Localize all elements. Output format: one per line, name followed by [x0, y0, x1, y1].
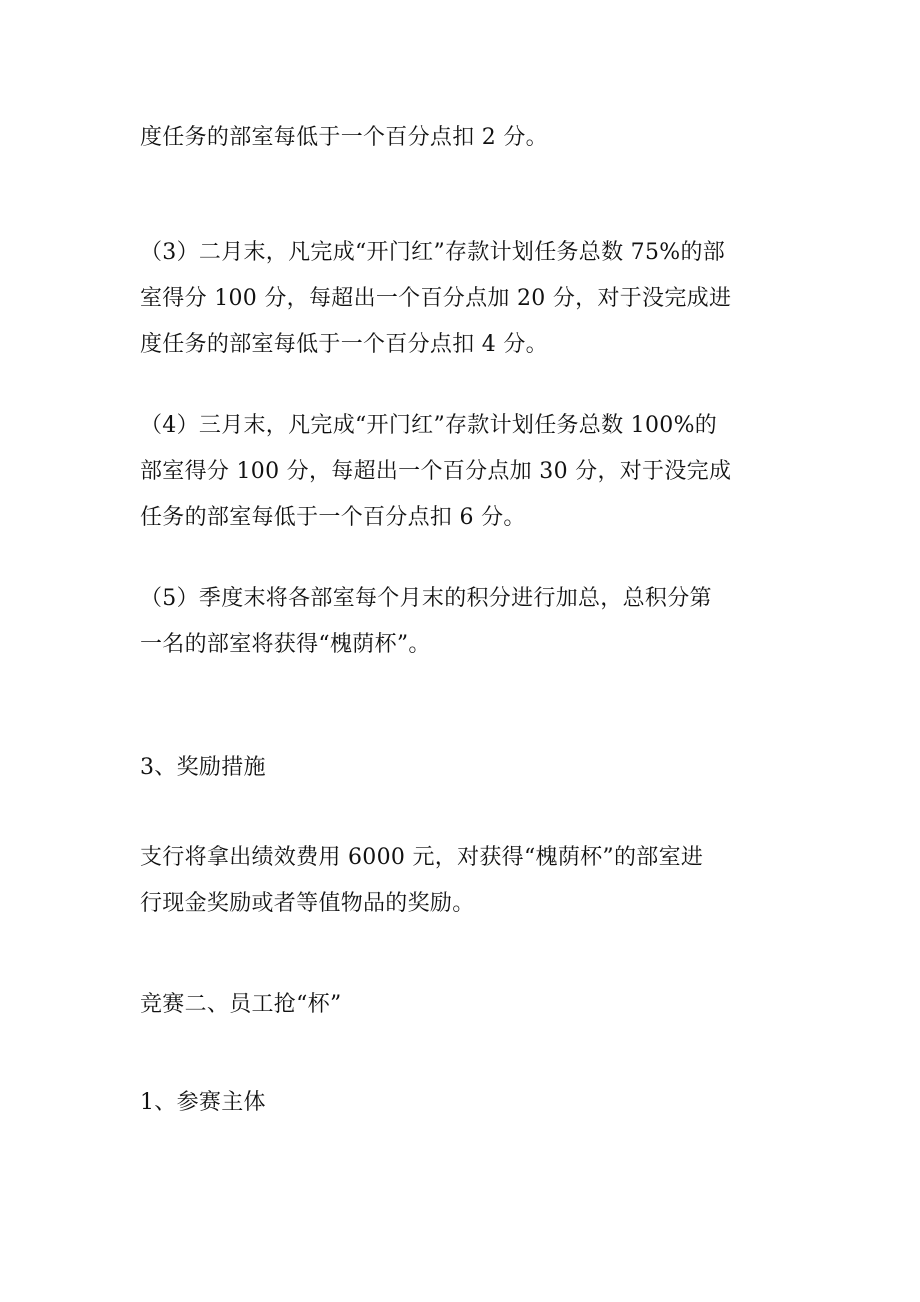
- text-line: 支行将拿出绩效费用 6000 元，对获得“槐荫杯”的部室进: [140, 845, 704, 870]
- text-line: 室得分 100 分，每超出一个百分点加 20 分，对于没完成进: [140, 286, 732, 311]
- heading-participants: [140, 1080, 785, 1126]
- text-line: 一名的部室将获得“槐荫杯”。: [140, 632, 431, 657]
- paragraph-february-rule: [140, 230, 785, 368]
- paragraph-quarter-total: [140, 576, 785, 668]
- text-line: 1、参赛主体: [140, 1090, 266, 1115]
- text-line: （5）季度末将各部室每个月末的积分进行加总，总积分第: [140, 586, 712, 611]
- text-line: 3、奖励措施: [140, 755, 266, 780]
- text-line: 任务的部室每低于一个百分点扣 6 分。: [140, 505, 526, 530]
- text-line: （4）三月末，凡完成“开门红”存款计划任务总数 100%的: [140, 413, 718, 438]
- paragraph-scoring-continued: [140, 115, 785, 161]
- text-line: 竞赛二、员工抢“杯”: [140, 992, 342, 1017]
- text-line: 度任务的部室每低于一个百分点扣 2 分。: [140, 125, 548, 150]
- paragraph-march-rule: [140, 403, 785, 541]
- heading-reward-measures: [140, 745, 785, 791]
- text-line: 部室得分 100 分，每超出一个百分点加 30 分，对于没完成: [140, 459, 732, 484]
- text-line: 度任务的部室每低于一个百分点扣 4 分。: [140, 332, 548, 357]
- paragraph-reward-detail: [140, 835, 785, 927]
- heading-competition-two: [140, 982, 785, 1028]
- text-line: （3）二月末，凡完成“开门红”存款计划任务总数 75%的部: [140, 240, 726, 265]
- text-line: 行现金奖励或者等值物品的奖励。: [140, 891, 475, 916]
